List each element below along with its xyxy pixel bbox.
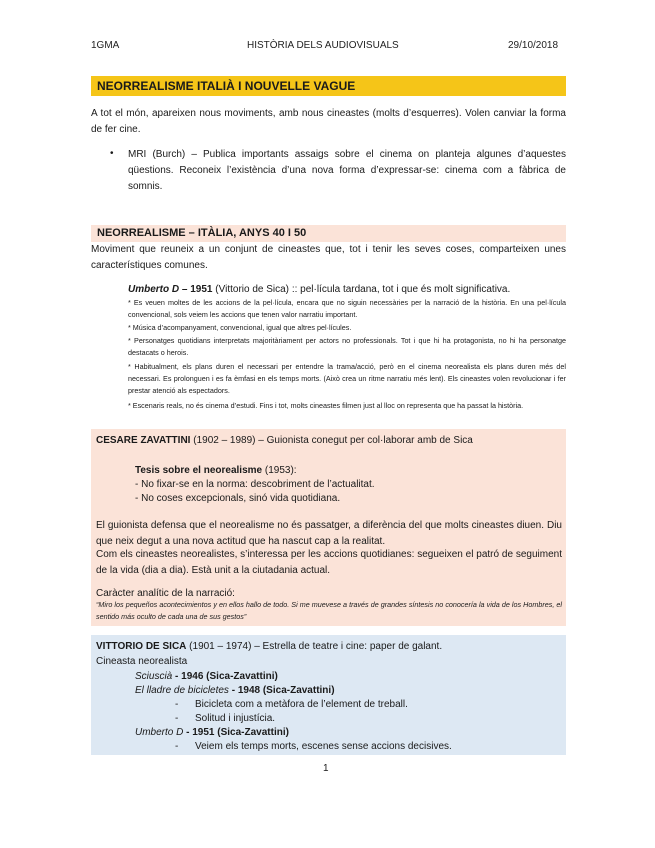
zavattini-heading: [96, 433, 473, 448]
bici-item-1-dash: -: [175, 699, 179, 710]
tesis-title: Tesis sobre el neorealisme: [135, 465, 263, 476]
zavattini-para-1: El guionista defensa que el neorealisme no és passatger, a diferència del que molts cineastes diuen. Diu que neix degut a una nova actitud que ha nascut cap a la realitat.: [96, 520, 562, 547]
tesis-item-1: - No fixar-se en la norma: descobriment de l’actualitat.: [135, 479, 375, 490]
umberto-item-1: Veiem els temps morts, escenes sense accions decisives.: [195, 741, 452, 752]
header-subject: HISTÒRIA DELS AUDIOVISUALS: [247, 40, 399, 51]
film-title: Umberto D: [128, 284, 180, 295]
film-3-rest: - 1951 (Sica-Zavattini): [183, 727, 289, 738]
film-director: (Vittorio de Sica): [215, 284, 290, 295]
desica-film-2: [135, 683, 335, 698]
zavattini-para-2: Com els cineastes neorealistes, s’interessa per les accions quotidianes: segueixen el patró de seguiment de la vida (dia a dia). Està unit a la ciutadania actual.: [96, 549, 562, 576]
desica-film-3: [135, 725, 289, 740]
film-2-rest: - 1948 (Sica-Zavattini): [228, 685, 335, 696]
section-neorealisme-text: Moviment que reuneix a un conjunt de cineastes que, tot i tenir les seves coses, comparteixen unes característiques comunes.: [91, 244, 566, 271]
note-5: * Escenaris reals, no és cinema d’estudi. Fins i tot, molts cineastes filmen just al lloc on representa que ha passat la història.: [128, 401, 524, 410]
bici-item-2: Solitud i injustícia.: [195, 713, 276, 724]
film-1-rest: - 1946 (Sica-Zavattini): [172, 671, 278, 682]
header-date: 29/10/2018: [508, 40, 559, 51]
note-3: * Personatges quotidians interpretats majoritàriament per actors no professionals. Tot i que hi ha protagonista, no hi ha personatge destacats o herois.: [128, 336, 566, 358]
bullet-dot: •: [110, 148, 114, 159]
header-course: 1GMA: [91, 40, 120, 51]
desica-dates: (1901 – 1974) – Estrella de teatre i cine: paper de galant.: [189, 641, 443, 652]
note-2: * Música d’acompanyament, convencional, igual que altres pel·lícules.: [128, 323, 352, 332]
note-1: * Es veuen moltes de les accions de la pel·lícula, encara que no siguin necessàries per la narració de la història. En una pel·lícula convencional, sols veiem les accions que tenen valor narratiu important.: [128, 298, 566, 320]
bullet-mri: MRI (Burch) – Publica importants assaigs sobre el cinema on planteja algunes d’aquestes qüestions. Reconeix l’existència d’una nova forma d’expressar-se: cinema com a fàbrica de somnis.: [128, 149, 566, 192]
film-note: :: pel·lícula tardana, tot i que és molt significativa.: [291, 284, 511, 295]
zavattini-dates: (1902 – 1989) – Guionista conegut per col·laborar amb de Sica: [193, 435, 473, 446]
desica-heading: [96, 639, 442, 654]
film-year: – 1951: [181, 284, 213, 295]
document-title: NEORREALISME ITALIÀ I NOUVELLE VAGUE: [91, 76, 566, 96]
caracter-analitic: Caràcter analític de la narració:: [96, 588, 235, 599]
bici-item-2-dash: -: [175, 713, 179, 724]
zavattini-name: CESARE ZAVATTINI: [96, 435, 191, 446]
zavattini-quote: “Miro los pequeños acontecimientos y en ellos hallo de todo. Si me muevese a través de grandes síntesis no conocería la vida de los Hombres, el sentido más oculto de cada una de sus gestos”: [96, 600, 562, 622]
umberto-item-1-dash: -: [175, 741, 179, 752]
desica-name: VITTORIO DE SICA: [96, 641, 187, 652]
film-1-title: Sciuscià: [135, 671, 173, 682]
film-2-title: El lladre de bicicletes: [135, 685, 229, 696]
film-3-title: Umberto D: [135, 727, 184, 738]
umberto-film-line: [128, 282, 510, 297]
tesis-heading: [135, 463, 297, 478]
page-number: 1: [323, 763, 329, 774]
note-4: * Habitualment, els plans duren el necessari per entendre la trama/acció, però en el cinema neorealista els plans duren més del necessari. Es prolonguen i es fa èmfasi en els temps morts. (Això crea un ritme narratiu més lent). Els cineastes volen revolucionar i fer prestar atenció als espectadors.: [128, 362, 566, 396]
desica-subtitle: Cineasta neorealista: [96, 656, 188, 667]
desica-film-1: [135, 669, 278, 684]
tesis-year: (1953):: [264, 465, 297, 476]
intro-paragraph: A tot el món, apareixen nous moviments, amb nous cineastes (molts d’esquerres). Volen canviar la forma de fer cine.: [91, 108, 566, 135]
bici-item-1: Bicicleta com a metàfora de l’element de treball.: [195, 699, 408, 710]
tesis-item-2: - No coses excepcionals, sinó vida quotidiana.: [135, 493, 341, 504]
section-neorealisme-heading: NEORREALISME – ITÀLIA, ANYS 40 I 50: [91, 225, 566, 242]
